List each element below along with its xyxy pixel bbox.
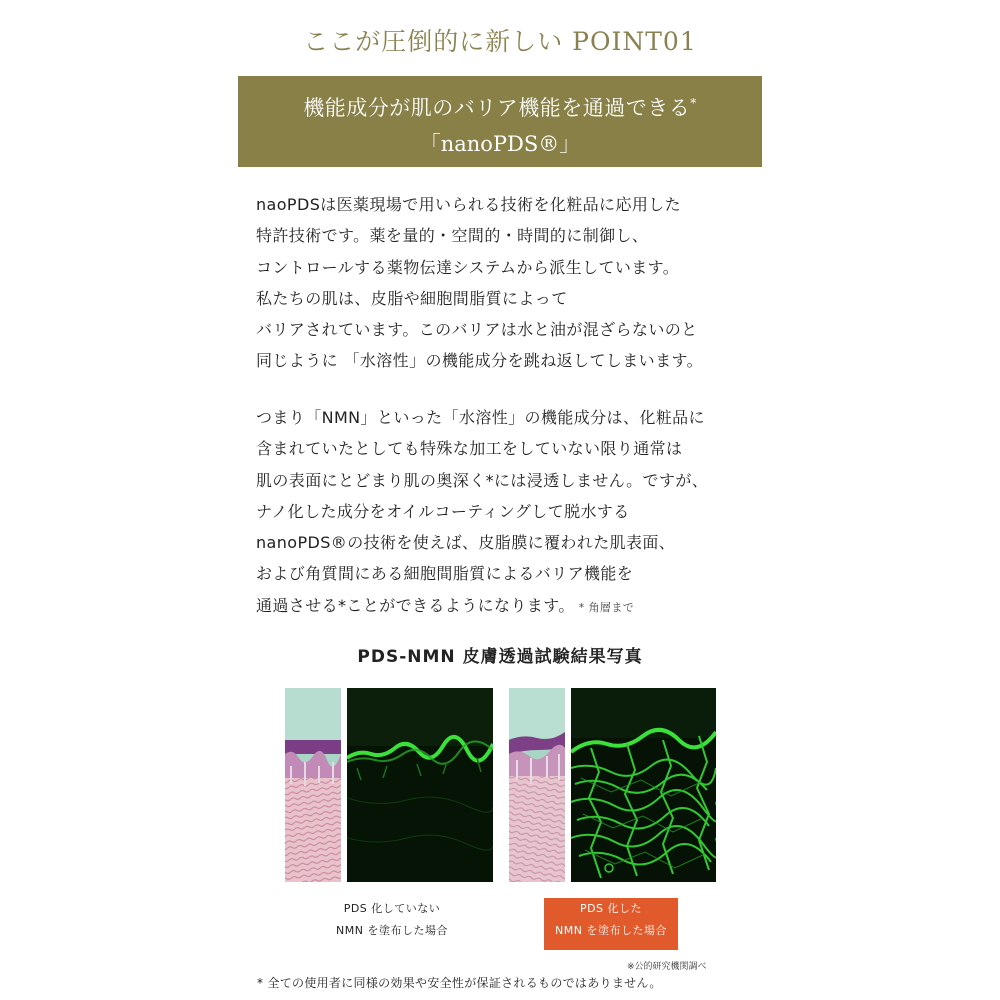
text-line: バリアされています。このバリアは水と油が混ざらないのと xyxy=(256,320,698,340)
survey-source-note: ※公的研究機関調べ xyxy=(627,962,707,972)
paragraph-intro xyxy=(256,189,776,377)
figure-title: PDS-NMN 皮膚透過試験結果写真 xyxy=(357,647,643,667)
footnote-stratum: * 角層まで xyxy=(578,600,635,614)
text-line: つまり「NMN」といった「水溶性」の機能成分は、化粧品に xyxy=(256,408,705,427)
text-line: 私たちの肌は、皮脂や細胞間脂質によって xyxy=(256,288,568,308)
text-line: および角質間にある細胞間脂質によるバリア機能を xyxy=(256,564,634,584)
right-fluorescence-micrograph xyxy=(571,688,716,882)
left-fluorescence-micrograph xyxy=(347,688,493,882)
caption-line: NMN を塗布した場合 xyxy=(555,924,667,937)
text-line: ナノ化した成分をオイルコーティングして脱水する xyxy=(256,501,630,521)
caption-line: PDS 化していない xyxy=(343,902,441,915)
text-line: naoPDSは医薬現場で用いられる技術を化粧品に応用した xyxy=(256,195,682,214)
text-line: nanoPDS®の技術を使えば、皮脂膜に覆われた肌表面、 xyxy=(256,533,676,553)
text-line: 特許技術です。薬を量的・空間的・時間的に制御し、 xyxy=(256,226,649,246)
text-line: 同じように 「水溶性」の機能成分を跳ね返してしまいます。 xyxy=(256,351,704,371)
left-stain-micrograph xyxy=(285,688,341,882)
text-line: 肌の表面にとどまり肌の奥深く*には浸透しません。ですが、 xyxy=(256,470,709,490)
caption-with-pds xyxy=(544,898,678,950)
banner-asterisk: * xyxy=(690,96,697,110)
text-line-content: 通過させる*ことができるようになります。 xyxy=(256,595,575,615)
text-line: コントロールする薬物伝達システムから派生しています。 xyxy=(256,257,680,277)
text-line: 含まれていたとしても特殊な加工をしていない限り通常は xyxy=(256,439,683,459)
paragraph-explanation xyxy=(256,402,776,623)
banner-title-line1 xyxy=(238,92,762,122)
banner-title-line2: 「nanoPDS®」 xyxy=(419,132,581,156)
disclaimer-note: * 全ての使用者に同様の効果や安全性が保証されるものではありません。 xyxy=(257,976,662,990)
text-line-last xyxy=(256,590,776,623)
right-stain-micrograph xyxy=(509,688,565,882)
caption-line: PDS 化した xyxy=(579,902,643,915)
banner-title-text: 機能成分が肌のバリア機能を通過できる xyxy=(303,96,691,120)
point-heading: ここが圧倒的に新しい POINT01 xyxy=(303,27,697,56)
title-banner xyxy=(238,76,762,167)
caption-line: NMN を塗布した場合 xyxy=(336,924,448,937)
caption-without-pds xyxy=(325,898,459,950)
